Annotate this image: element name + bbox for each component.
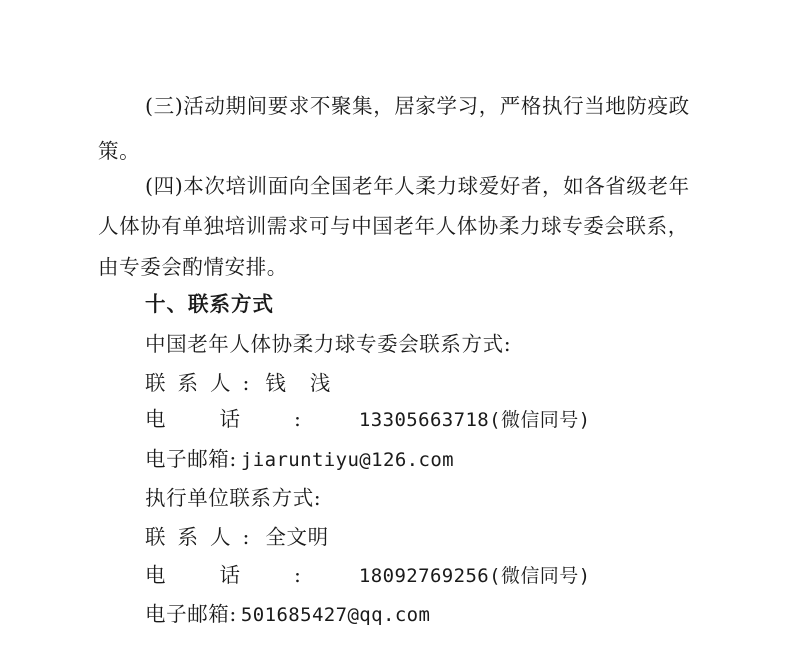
committee-email-value[interactable]: jiaruntiyu@126.com [240,449,455,471]
committee-contact-label: 联系人: [145,371,262,395]
paragraph-4-line-1: (四)本次培训面向全国老年人柔力球爱好者，如各省级老年 [145,174,690,198]
paragraph-3-line-2: 策。 [98,139,141,163]
committee-contact-value: 钱浅 [265,371,355,395]
committee-email-row [145,445,454,474]
section-heading: 十、联系方式 [145,292,274,316]
executor-email-row [145,600,430,629]
committee-email-label: 电子邮箱: [145,447,237,471]
executor-title: 执行单位联系方式: [145,486,322,510]
executor-contact-row [145,523,329,551]
executor-phone-label: 电话: [145,563,355,587]
committee-phone-value: 13305663718(微信同号) [358,409,591,431]
executor-email-label: 电子邮箱: [145,602,237,626]
executor-phone-row [145,561,590,590]
paragraph-4-line-3: 由专委会酌情安排。 [98,255,288,279]
committee-phone-row [145,405,590,434]
executor-contact-label: 联系人: [145,525,262,549]
committee-phone-label: 电话: [145,407,355,431]
paragraph-4-line-2: 人体协有单独培训需求可与中国老年人体协柔力球专委会联系， [98,214,689,238]
committee-contact-row [145,369,354,397]
committee-title: 中国老年人体协柔力球专委会联系方式: [145,332,512,356]
executor-email-value[interactable]: 501685427@qq.com [240,604,431,626]
executor-phone-value: 18092769256(微信同号) [358,565,591,587]
paragraph-3-line-1: (三)活动期间要求不聚集，居家学习，严格执行当地防疫政 [145,94,690,118]
executor-contact-value: 全文明 [265,525,329,549]
